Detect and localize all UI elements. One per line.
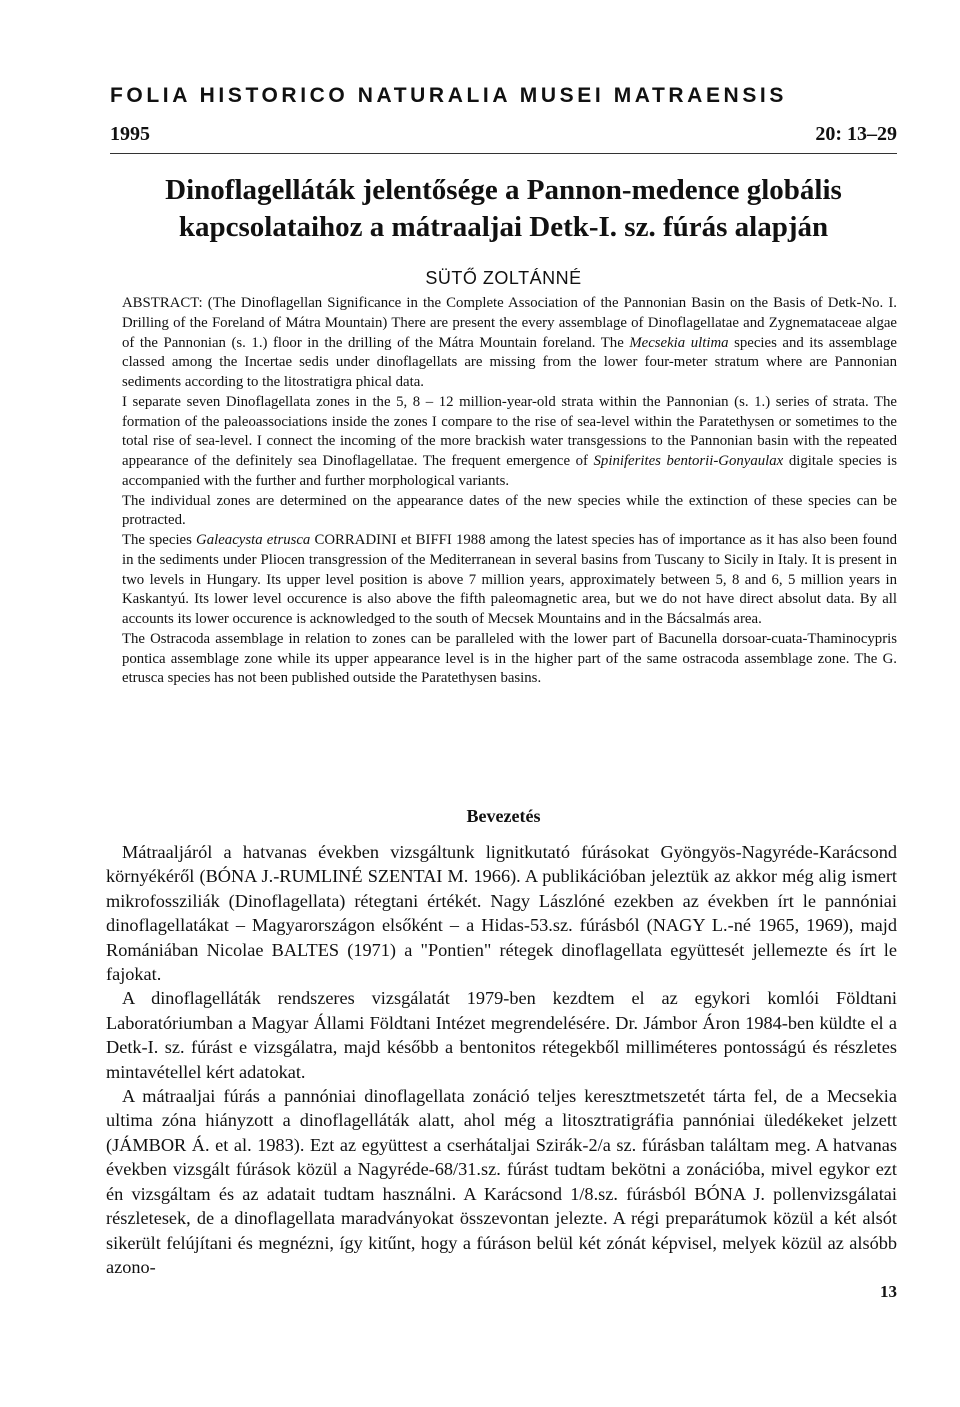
abstract-text: The individual zones are determined on the appearance dates of the new species while the extinction of these species can be protracted.: [122, 492, 897, 529]
abstract-text: CORRADINI et BIFFI 1988 among the latest species has of importance as it has also been found in the sediments under Pliocen transgression of the Mediterranean in several basins from Tuscany to Sicily in Italy. It is present in two levels in Hungary. Its upper level position is above 7 million years, approximately between 5, 8 and 6, 5 million years in Kaskantyú. Its lower level occurence is also above the fifth paleomagnetic area, but we do not have direct absolut data. By all accounts its lower occurence is acknowledged to the south of Mecsek Mountains and in the Bácsalmás area.: [122, 532, 898, 627]
title-line-2: kapcsolataihoz a mátraaljai Detk-I. sz. fúrás alapján: [178, 211, 829, 243]
species-name: Galeacysta etrusca: [196, 532, 311, 548]
abstract-paragraph: [122, 630, 897, 689]
page-number: 13: [880, 1282, 897, 1301]
abstract-paragraph: [122, 294, 897, 393]
abstract-text: I separate seven Dinoflagellata zones in the 5, 8 – 12 million-year-old strata within the Pannonian (s. 1.) series of strata. The formation of the paleoassociations inside the zones I compare to the rise of sea-level within the Paratethysen or sometimes to the total rise of sea-level. I connect the incoming of the more brackish water transgessions to the Pannonian basin with the repeated appearance of the definitely sea Dinoflagellatae. The frequent emergence of: [122, 393, 897, 469]
abstract-text: digitale species is accompanied with the further and further morphological variants.: [122, 453, 897, 489]
author-name: SÜTŐ ZOLTÁNNÉ: [425, 268, 582, 288]
header-rule: [110, 153, 897, 154]
abstract-text: The species: [122, 532, 197, 548]
abstract-paragraph: [122, 531, 897, 630]
abstract-paragraph: [122, 393, 897, 492]
abstract-paragraph: [122, 492, 897, 532]
intro-paragraph: A mátraaljai fúrás a pannóniai dinoflagellata zonáció teljes keresztmetszetét tárta fel, de a Mecsekia ultima zóna hiányzott a dinoflagelláták alatt, ahol még a litosztratigráfia pannóniai üledékeket jelzett (JÁMBOR Á. et al. 1983). Ezt az együttest a cserhátaljai Szirák-2/a sz. fúrásban találtam meg. A hatvanas években vizsgált fúrások közül a Nagyréde-68/31.sz. fúrást tudtam bekötni a zonációba, mivel egykor ezt én vizsgáltam és az adatait tudtam használni. A Karácsond 1/8.sz. fúrásból BÓNA J. pollenvizsgálatai részletesek, de a dinoflagellata maradványokat összevontan jelezte. A régi preparátumok közül a két alsót sikerült felújítani és megnézni, így kitűnt, hogy a fúráson belül két zónát képvisel, melyek közül az alsóbb azono-: [106, 1086, 897, 1277]
intro-paragraph: A dinoflagelláták rendszeres vizsgálatát 1979-ben kezdtem el az egykori komlói Földtani Laboratóriumban a Magyar Állami Földtani Intézet megrendelésére. Dr. Jámbor Áron 1984-ben küldte el a Detk-I. sz. fúrást e vizsgálatra, majd később a bentonitos rétegekből milliméteres pontosságú és részletes mintavétellel kért adatokat.: [106, 988, 897, 1082]
publication-year: 1995: [110, 123, 150, 145]
article-title: [110, 172, 897, 246]
abstract-text: species and its assemblage classed among the Incertae sedis under dinoflagellats are missing from the lower four-meter stratum where are Pannonian sediments according to the litostratigra phical data.: [122, 334, 898, 390]
volume-pages: 20: 13–29: [815, 123, 897, 145]
abstract-block: [122, 294, 897, 689]
section-heading-bevezetes: Bevezetés: [466, 806, 541, 826]
species-name: Mecsekia ultima: [629, 334, 729, 351]
abstract-text: The Ostracoda assemblage in relation to zones can be paralleled with the lower part of Bacunella dorsoar-cuata-Thaminocypris pontica assemblage zone while its upper appearance level is in the higher part of the same ostracoda assemblage zone. The G. etrusca species has not been published outside the Paratethysen basins.: [122, 630, 897, 687]
introduction-body: [106, 840, 897, 1279]
intro-paragraph: Mátraaljáról a hatvanas években vizsgáltunk lignitkutató fúrásokat Gyöngyös-Nagyréde-Karácsond környékéről (BÓNA J.-RUMLINÉ SZENTAI M. 1966). A publikációban jeleztük az akkor még alig ismert mikrofossziliák (Dinoflagellata) rétegtani értékét. Nagy Lászlóné ezekben az években írt le pannóniai dinoflagellatákat – Magyarországon elsőként – a Hidas-53.sz. fúrásból (NAGY L.-né 1965, 1969), majd Romániában Nicolae BALTES (1971) a "Pontien" rétegek dinoflagellata együttesét jellemezte és írt le fajokat.: [106, 842, 897, 985]
journal-name: FOLIA HISTORICO NATURALIA MUSEI MATRAENSIS: [110, 84, 787, 107]
title-line-1: Dinoflagelláták jelentősége a Pannon-medence globális: [165, 174, 842, 206]
abstract-text: ABSTRACT: (The Dinoflagellan Significance in the Complete Association of the Pannonian Basin on the Basis of Detk-No. I. Drilling of the Foreland of Mátra Mountain) There are present the every assemblage of Dinoflagellatae and Zygnemataceae algae of the Pannonian (s. 1.) floor in the drilling of the Mátra Mountain foreland. The: [122, 295, 897, 351]
issue-row: [110, 123, 897, 146]
species-name: Spiniferites bentorii-Gonyaulax: [593, 453, 784, 469]
